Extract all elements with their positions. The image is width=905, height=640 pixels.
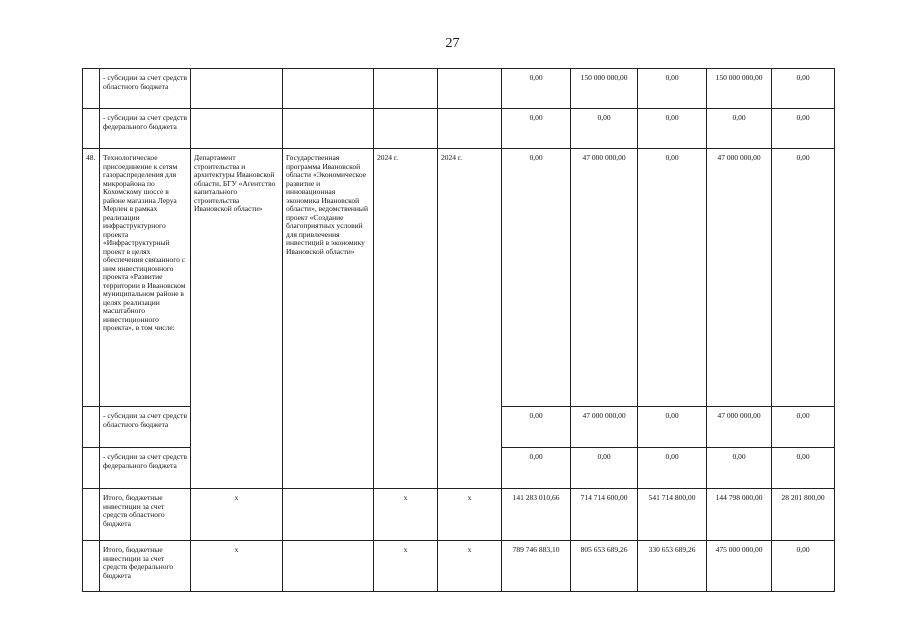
cell-start-year	[374, 69, 438, 109]
cell-value-4: 150 000 000,00	[707, 69, 772, 109]
cell-value-1: 0,00	[502, 69, 571, 109]
table-row	[83, 69, 835, 109]
cell-executor: x	[191, 489, 283, 541]
cell-value-2: 47 000 000,00	[571, 149, 638, 407]
cell-program: Государственная программа Ивановской области «Экономическое развитие и инновационная экономика Ивановской области», ведомственный проект «Создание благоприятных условий для привлечения инвестиций в экономику Ивановской области»	[283, 149, 374, 489]
cell-number	[83, 448, 100, 489]
cell-value-5: 0,00	[772, 149, 835, 407]
cell-value-3: 541 714 800,00	[638, 489, 707, 541]
cell-value-1: 0,00	[502, 109, 571, 149]
cell-start-year: x	[374, 489, 438, 541]
cell-end-year	[438, 69, 502, 109]
cell-value-4: 144 798 000,00	[707, 489, 772, 541]
cell-executor	[191, 69, 283, 109]
cell-program	[283, 109, 374, 149]
table-row	[83, 541, 835, 592]
cell-label: - субсидии за счет средств областного бюджета	[100, 69, 191, 109]
cell-number: 48.	[83, 149, 100, 407]
cell-label: - субсидии за счет средств областного бюджета	[100, 407, 191, 448]
cell-value-2: 150 000 000,00	[571, 69, 638, 109]
cell-value-1: 0,00	[502, 149, 571, 407]
cell-value-2: 714 714 600,00	[571, 489, 638, 541]
cell-number	[83, 109, 100, 149]
cell-end-year	[438, 109, 502, 149]
cell-executor	[191, 109, 283, 149]
cell-value-4: 0,00	[707, 109, 772, 149]
cell-value-3: 0,00	[638, 109, 707, 149]
cell-value-1: 0,00	[502, 407, 571, 448]
cell-end-year: x	[438, 489, 502, 541]
cell-executor: Департамент строительства и архитектуры Ивановской области, БГУ «Агентство капитального строительства Ивановской области»	[191, 149, 283, 489]
cell-value-2: 0,00	[571, 448, 638, 489]
cell-value-3: 0,00	[638, 69, 707, 109]
cell-value-2: 0,00	[571, 109, 638, 149]
table-row	[83, 109, 835, 149]
cell-value-5: 28 201 800,00	[772, 489, 835, 541]
cell-start-year: 2024 г.	[374, 149, 438, 489]
cell-value-5: 0,00	[772, 109, 835, 149]
cell-end-year: x	[438, 541, 502, 592]
cell-program	[283, 69, 374, 109]
cell-value-5: 0,00	[772, 448, 835, 489]
cell-value-3: 0,00	[638, 407, 707, 448]
cell-start-year: x	[374, 541, 438, 592]
cell-value-1: 141 283 010,66	[502, 489, 571, 541]
cell-value-4: 475 000 000,00	[707, 541, 772, 592]
table-row	[83, 489, 835, 541]
page-number: 27	[445, 36, 460, 51]
cell-label: Технологическое присоединение к сетям газораспределения для микрорайона по Кохомскому шоссе в районе магазина Леруа Мерлен в рамках реализации инфраструктурного проекта «Инфраструктурный проект в целях обеспечения связанного с ним инвестиционного проекта «Развитие территории в Ивановском муниципальном районе в целях реализации масштабного инвестиционного проекта», в том числе:	[100, 149, 191, 407]
cell-label: - субсидии за счет средств федерального бюджета	[100, 109, 191, 149]
cell-number	[83, 407, 100, 448]
cell-value-5: 0,00	[772, 541, 835, 592]
cell-program	[283, 541, 374, 592]
cell-value-2: 47 000 000,00	[571, 407, 638, 448]
cell-value-1: 789 746 883,10	[502, 541, 571, 592]
cell-value-3: 330 653 689,26	[638, 541, 707, 592]
cell-value-5: 0,00	[772, 69, 835, 109]
cell-executor: x	[191, 541, 283, 592]
cell-value-4: 47 000 000,00	[707, 407, 772, 448]
cell-value-2: 805 653 689,26	[571, 541, 638, 592]
cell-value-3: 0,00	[638, 448, 707, 489]
budget-investments-table	[82, 68, 835, 592]
table-row	[83, 149, 835, 407]
cell-program	[283, 489, 374, 541]
cell-value-4: 47 000 000,00	[707, 149, 772, 407]
cell-label: Итого, бюджетные инвестиции за счет средств федерального бюджета	[100, 541, 191, 592]
cell-label: Итого, бюджетные инвестиции за счет средств областного бюджета	[100, 489, 191, 541]
cell-number	[83, 541, 100, 592]
cell-value-5: 0,00	[772, 407, 835, 448]
cell-end-year: 2024 г.	[438, 149, 502, 489]
cell-start-year	[374, 109, 438, 149]
cell-number	[83, 69, 100, 109]
cell-value-1: 0,00	[502, 448, 571, 489]
cell-value-4: 0,00	[707, 448, 772, 489]
cell-number	[83, 489, 100, 541]
cell-label: - субсидии за счет средств федерального бюджета	[100, 448, 191, 489]
cell-value-3: 0,00	[638, 149, 707, 407]
